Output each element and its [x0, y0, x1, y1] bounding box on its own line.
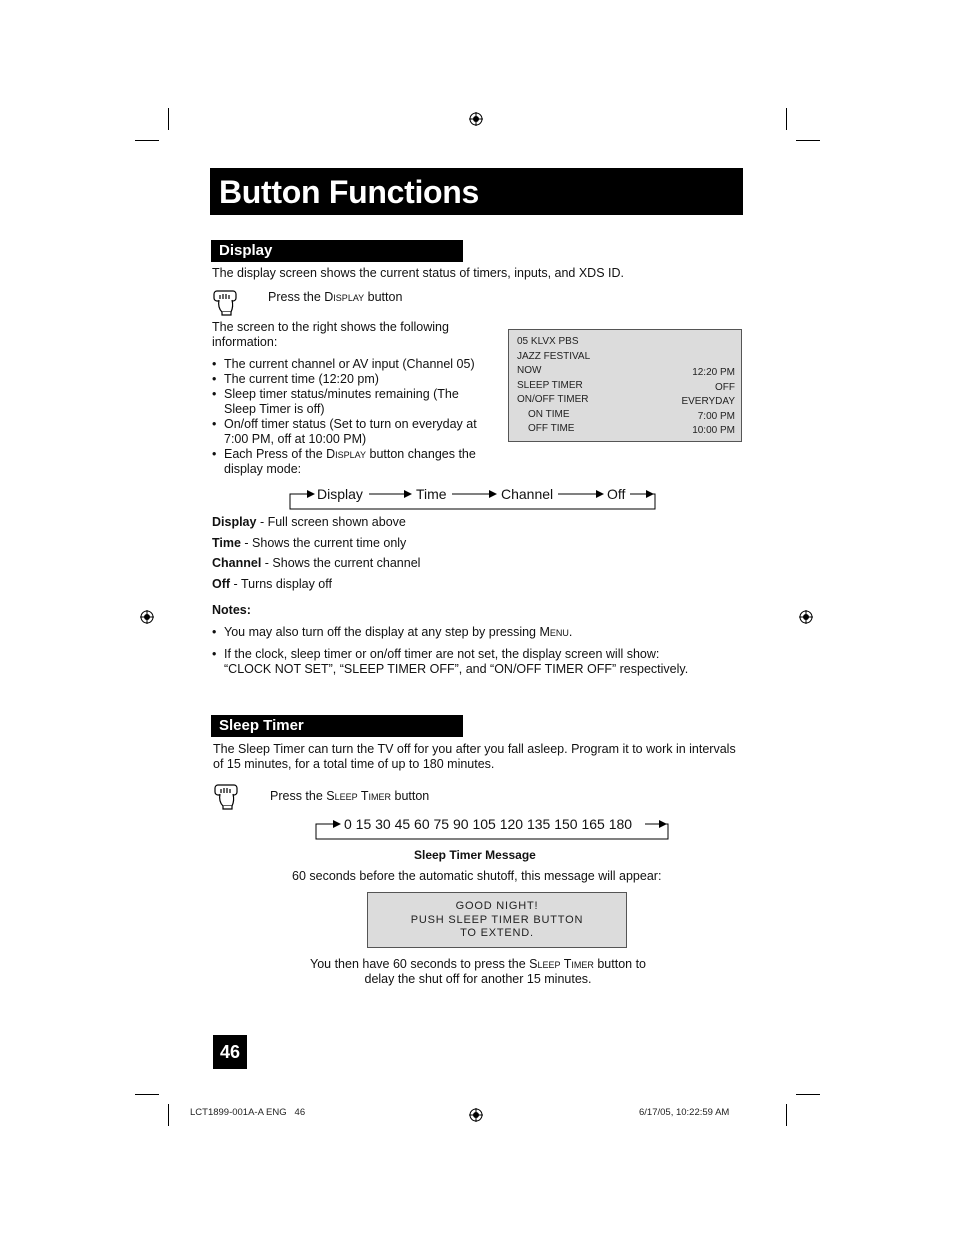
definition-term: Display	[212, 515, 257, 529]
registration-mark-icon	[469, 112, 483, 126]
outro-prefix: You then have 60 seconds to press the	[310, 957, 530, 971]
definition-term: Channel	[212, 556, 262, 570]
footer-right: 6/17/05, 10:22:59 AM	[639, 1107, 730, 1118]
flow-channel: Channel	[501, 486, 554, 502]
hand-press-icon	[214, 784, 240, 810]
sleep-message-intro: 60 seconds before the automatic shutoff, this message will appear:	[292, 869, 662, 883]
crop-mark	[168, 1104, 169, 1126]
definition-term: Off	[212, 577, 231, 591]
press-suffix: button	[391, 789, 430, 803]
crop-mark	[796, 1094, 820, 1095]
crop-mark	[168, 108, 169, 130]
list-item: • Sleep timer status/minutes remaining (The Sleep Timer is off)	[212, 387, 484, 417]
note-suffix: .	[568, 625, 573, 639]
osd-onoff-value: EVERYDAY	[681, 396, 735, 407]
definition-display	[212, 515, 406, 530]
osd-on-value: 7:00 PM	[697, 410, 735, 422]
flow-off: Off	[607, 486, 626, 502]
sleep-press-instruction	[270, 789, 429, 804]
osd-sleep-value: OFF	[715, 381, 735, 393]
note-line: If the clock, sleep timer or on/off timer are not set, the display screen will show:	[224, 647, 660, 661]
notes-heading: Notes:	[212, 603, 251, 617]
definition-desc: - Shows the current channel	[261, 556, 421, 570]
list-item	[212, 625, 752, 640]
onscreen-display-example	[508, 329, 742, 442]
outro-suffix: button to	[593, 957, 646, 971]
osd-now-value: 12:20 PM	[692, 367, 735, 378]
note-prefix: You may also turn off the display at any step by pressing	[224, 625, 540, 639]
bullet-suffix: button changes the display mode:	[224, 447, 476, 476]
osd-off-label: OFF TIME	[528, 423, 575, 434]
sleep-outro	[278, 957, 678, 987]
osd-channel: 05 KLVX PBS	[517, 336, 579, 347]
page-number: 46	[213, 1035, 247, 1069]
definition-time	[212, 536, 406, 551]
display-heading: Display	[219, 242, 273, 259]
display-heading-bar	[211, 240, 463, 262]
crop-mark	[135, 1094, 159, 1095]
definition-desc: - Shows the current time only	[240, 536, 407, 550]
press-suffix: button	[364, 290, 403, 304]
sleep-timer-heading-bar	[211, 715, 463, 737]
osd-on-label: ON TIME	[528, 408, 570, 420]
sleep-timer-heading: Sleep Timer	[219, 717, 304, 734]
display-button-name: Display	[324, 290, 365, 304]
definition-off	[212, 577, 332, 592]
definition-channel	[212, 556, 420, 571]
message-line: TO EXTEND.	[460, 927, 534, 939]
flow-time: Time	[416, 486, 447, 502]
list-item: • The current time (12:20 pm)	[212, 372, 484, 387]
list-item	[212, 647, 752, 677]
list-item	[212, 447, 484, 477]
outro-line: delay the shut off for another 15 minutes.	[364, 972, 592, 986]
osd-program: JAZZ FESTIVAL	[517, 350, 591, 362]
sleep-timer-button-name: Sleep Timer	[326, 789, 392, 803]
message-line: GOOD NIGHT!	[455, 900, 539, 912]
display-press-instruction	[268, 290, 402, 305]
crop-mark	[786, 1104, 787, 1126]
bullet-prefix: Each Press of the	[224, 447, 327, 461]
notes-list	[212, 625, 752, 677]
crop-mark	[135, 140, 159, 141]
sleep-interval-sequence: 0 15 30 45 60 75 90 105 120 135 150 165 180	[344, 816, 633, 832]
osd-onoff-label: ON/OFF TIMER	[517, 394, 589, 405]
press-prefix: Press the	[270, 789, 327, 803]
display-info-list	[212, 357, 484, 477]
press-prefix: Press the	[268, 290, 325, 304]
menu-button-name: Menu	[539, 625, 569, 639]
crop-mark	[796, 140, 820, 141]
list-item: • On/off timer status (Set to turn on everyday at 7:00 PM, off at 10:00 PM)	[212, 417, 484, 447]
list-item: • The current channel or AV input (Channel 05)	[212, 357, 484, 372]
note-line: “CLOCK NOT SET”, “SLEEP TIMER OFF”, and “ON/OFF TIMER OFF” respectively.	[224, 662, 689, 676]
flow-display: Display	[317, 486, 363, 502]
sleep-timer-intro: The Sleep Timer can turn the TV off for you after you fall asleep. Program it to work in intervals of 15 minutes, for a total time of up to 180 minutes.	[213, 742, 736, 771]
definition-term: Time	[212, 536, 241, 550]
display-intro: The display screen shows the current status of timers, inputs, and XDS ID.	[212, 266, 624, 280]
osd-now-label: NOW	[517, 365, 542, 376]
message-line: PUSH SLEEP TIMER BUTTON	[410, 913, 584, 926]
definition-desc: - Turns display off	[230, 577, 332, 591]
crop-mark	[786, 108, 787, 130]
sleep-message-heading: Sleep Timer Message	[414, 848, 536, 862]
osd-sleep-label: SLEEP TIMER	[517, 379, 583, 391]
footer-left: LCT1899-001A-A ENG 46	[190, 1107, 306, 1118]
sleep-timer-message-box	[367, 892, 627, 948]
definition-desc: - Full screen shown above	[256, 515, 406, 529]
registration-mark-icon	[140, 610, 154, 624]
display-button-name: Display	[326, 447, 367, 461]
screen-intro: The screen to the right shows the following information:	[212, 320, 449, 349]
page-title: Button Functions	[219, 174, 480, 210]
registration-mark-icon	[799, 610, 813, 624]
sleep-timer-button-name: Sleep Timer	[529, 957, 594, 971]
hand-press-icon	[213, 290, 239, 316]
page-title-bar	[210, 168, 743, 215]
registration-mark-icon	[469, 1108, 483, 1122]
osd-off-value: 10:00 PM	[692, 425, 735, 436]
